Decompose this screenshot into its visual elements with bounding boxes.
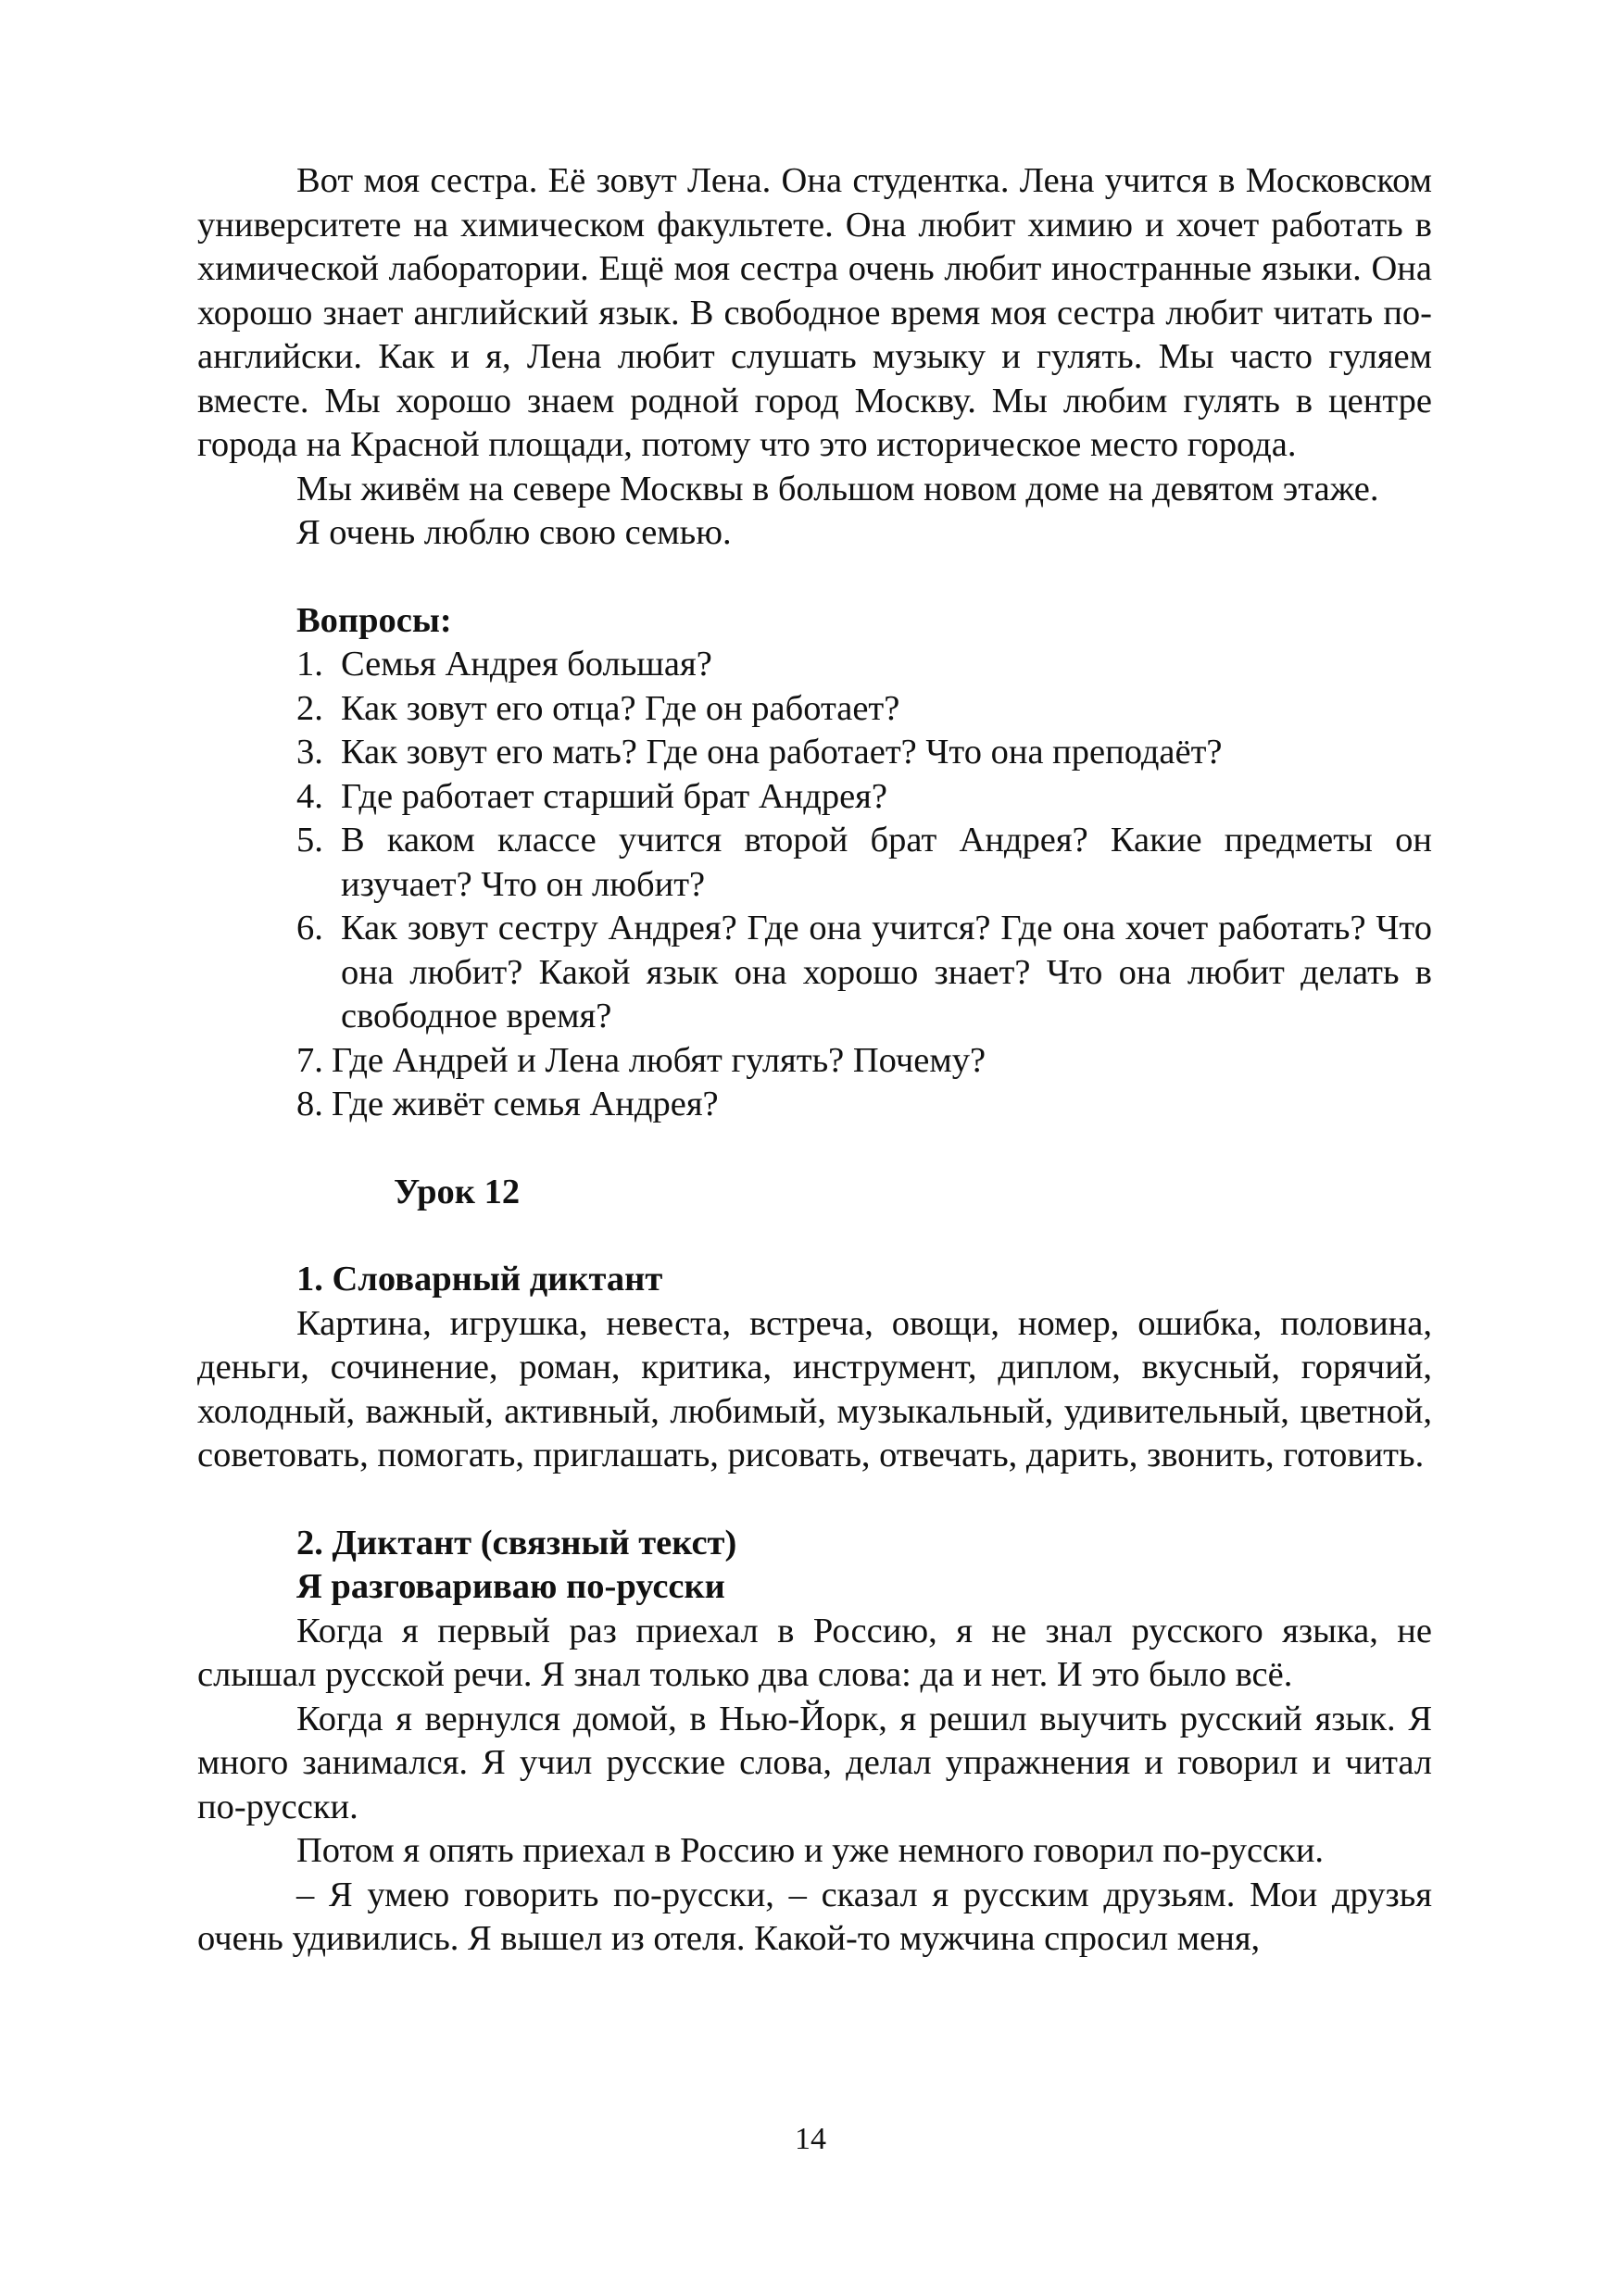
question-number: 3. <box>296 733 323 772</box>
question-number: 7. <box>296 1040 323 1080</box>
question-number: 8. <box>296 1085 323 1123</box>
question-text: Как зовут сестру Андрея? Где она учится? Где она хочет работать? Что она любит? Какой язык она хорошо знает? Что она любит делать в свободное время? <box>341 909 1432 1035</box>
intro-paragraph-3: Я очень люблю свою семью. <box>296 513 732 552</box>
question-item <box>197 907 1432 1039</box>
question-item <box>197 643 1432 687</box>
question-item <box>197 1039 1432 1084</box>
questions-heading: Вопросы: <box>296 600 452 640</box>
question-text: Как зовут его отца? Где он работает? <box>341 688 900 728</box>
questions-list <box>197 643 1432 1127</box>
question-number: 2. <box>296 688 323 728</box>
section2-paragraph-1: Когда я первый раз приехал в Россию, я не знал русского языка, не слышал русской речи. Я знал только два слова: да и нет. И это было всё. <box>197 1611 1432 1694</box>
section1-text: Картина, игрушка, невеста, встреча, овощи, номер, ошибка, половина, деньги, сочинение, роман, критика, инструмент, диплом, вкусный, горячий, холодный, важный, активный, любимый, музыкальный, удивительный, цветной, советовать, помогать, приглашать, рисовать, отвечать, дарить, звонить, готовить. <box>197 1303 1432 1474</box>
question-item <box>197 819 1432 907</box>
section2-subheading: Я разговариваю по-русски <box>296 1567 725 1606</box>
intro-paragraph-2: Мы живём на севере Москвы в большом новом доме на девятом этаже. <box>296 469 1379 508</box>
question-item <box>197 775 1432 820</box>
page-number: 14 <box>795 2122 826 2156</box>
question-number: 1. <box>296 645 323 684</box>
section1-heading: 1. Словарный диктант <box>296 1260 663 1299</box>
section2-paragraph-2: Когда я вернулся домой, в Нью-Йорк, я решил выучить русский язык. Я много занимался. Я учил русские слова, делал упражнения и говорил и читал по-русски. <box>197 1699 1432 1826</box>
question-text: Где работает старший брат Андрея? <box>341 776 887 816</box>
question-number: 6. <box>296 909 323 947</box>
question-number: 5. <box>296 821 323 859</box>
question-number: 4. <box>296 776 323 816</box>
question-text: Семья Андрея большая? <box>341 645 712 684</box>
section2-paragraph-3: Потом я опять приехал в Россию и уже немного говорил по-русски. <box>296 1831 1325 1870</box>
question-text: В каком классе учится второй брат Андрея? Какие предметы он изучает? Что он любит? <box>341 821 1432 904</box>
question-text: Где живёт семья Андрея? <box>332 1085 719 1123</box>
section2-heading: 2. Диктант (связный текст) <box>296 1523 737 1562</box>
section2-paragraph-4: – Я умею говорить по-русски, – сказал я русским друзьям. Мои друзья очень удивились. Я вышел из отеля. Какой-то мужчина спросил меня, <box>197 1875 1432 1958</box>
question-item <box>197 1083 1432 1127</box>
lesson-title: Урок 12 <box>394 1172 521 1211</box>
question-text: Как зовут его мать? Где она работает? Что она преподаёт? <box>341 733 1223 772</box>
page-content <box>197 159 1432 1962</box>
question-item <box>197 731 1432 775</box>
question-text: Где Андрей и Лена любят гулять? Почему? <box>332 1040 986 1080</box>
intro-paragraph-1: Вот моя сестра. Её зовут Лена. Она студентка. Лена учится в Московском университете на химическом факультете. Она любит химию и хочет работать в химической лаборатории. Ещё моя сестра очень любит иностранные языки. Она хорошо знает английский язык. В свободное время моя сестра любит читать по-английски. Как и я, Лена любит слушать музыку и гулять. Мы часто гуляем вместе. Мы хорошо знаем родной город Москву. Мы любим гулять в центре города на Красной площади, потому что это историческое место города. <box>197 161 1432 464</box>
question-item <box>197 687 1432 732</box>
